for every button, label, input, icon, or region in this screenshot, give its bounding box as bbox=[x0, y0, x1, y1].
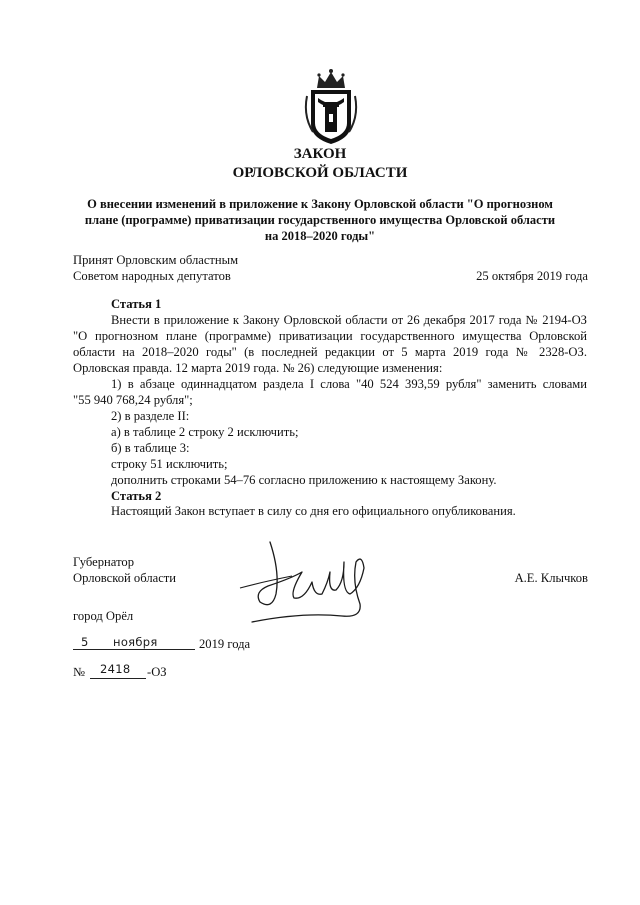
region-title: ОРЛОВСКОЙ ОБЛАСТИ bbox=[232, 165, 408, 181]
adoption-date: 25 октября 2019 года bbox=[476, 269, 588, 283]
date-day: 5 bbox=[81, 635, 89, 649]
article-1-heading: Статья 1 bbox=[111, 297, 162, 311]
date-underline-block bbox=[73, 635, 195, 650]
handwritten-signature bbox=[232, 532, 382, 624]
signatory-position-2: Орловской области bbox=[73, 571, 177, 585]
coat-of-arms-emblem bbox=[299, 66, 363, 146]
date-year: 2019 года bbox=[199, 637, 251, 651]
signatory-name: А.Е. Клычков bbox=[514, 571, 588, 585]
number-suffix: -ОЗ bbox=[147, 665, 167, 679]
adoption-line-1: Принят Орловским областным bbox=[73, 253, 239, 267]
city-label: город Орёл bbox=[73, 609, 134, 623]
date-month: ноября bbox=[113, 635, 158, 649]
number-underline bbox=[90, 678, 146, 679]
adoption-line-2: Советом народных депутатов bbox=[73, 269, 231, 283]
law-title: ЗАКОН bbox=[293, 146, 347, 162]
signatory-position-1: Губернатор bbox=[73, 555, 134, 569]
law-number: 2418 bbox=[100, 662, 131, 676]
number-prefix: № bbox=[73, 665, 86, 679]
article-2-heading: Статья 2 bbox=[111, 489, 162, 503]
article-2-text: Настоящий Закон вступает в силу со дня его официального опубликования. bbox=[111, 504, 516, 518]
article-1-body: Внести в приложение к Закону Орловской области от 26 декабря 2017 года № 2194-ОЗ "О прогнозном плане (программе) приватизации государственного имущества Орловской области на 2018–2020 годы" (в последней редакции от 5 марта 2019 года № 2328-ОЗ. Орловская правда. 12 марта 2019 года. № 26) следующие изменения: 1) в абзаце одиннадцатом раздела I слова "40 524 393,59 рубля" заменить словами "55 940 768,24 рубля"; 2) в разделе II: а) в таблице 2 строку 2 исключить; б) в таблице 3: строку 51 исключить; дополнить строками 54–76 согласно приложению к настоящему Закону. bbox=[73, 313, 587, 487]
law-subtitle: О внесении изменений в приложение к Закону Орловской области "О прогнозном плане (программе) приватизации государственного имущества Орловской области на 2018–2020 годы" bbox=[84, 197, 556, 243]
